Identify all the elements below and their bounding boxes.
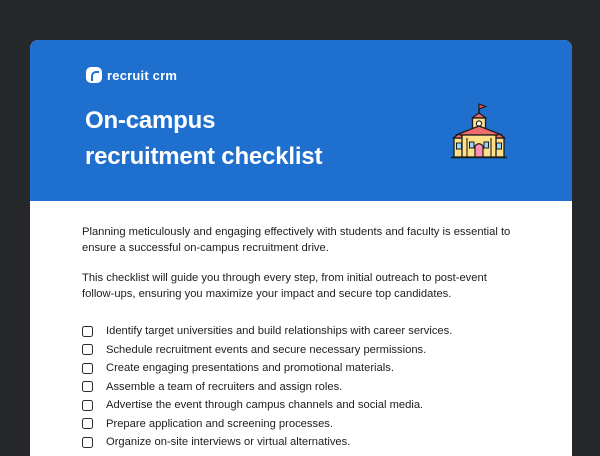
checklist-item-label: Advertise the event through campus channels and social media. xyxy=(106,399,424,412)
checklist-item-label: Schedule recruitment events and secure necessary permissions. xyxy=(106,343,427,356)
intro-text xyxy=(82,224,522,316)
intro-paragraph-1: Planning meticulously and engaging effectively with students and faculty is essential to ensure a successful on-campus recruitment drive. xyxy=(82,226,511,254)
checkbox[interactable] xyxy=(82,418,93,429)
checkbox[interactable] xyxy=(82,437,93,448)
school-building-icon xyxy=(448,102,510,164)
checklist-document xyxy=(30,40,572,456)
checklist-item xyxy=(82,378,522,397)
checklist-item xyxy=(82,433,522,452)
checklist xyxy=(82,322,522,452)
checklist-item-label: Assemble a team of recruiters and assign roles. xyxy=(106,380,343,393)
checklist-item-label: Create engaging presentations and promotional materials. xyxy=(106,362,394,375)
checklist-item-label: Prepare application and screening processes. xyxy=(106,417,333,430)
checkbox[interactable] xyxy=(82,363,93,374)
title-line-2: recruitment checklist xyxy=(85,143,323,170)
intro-paragraph-2: This checklist will guide you through every step, from initial outreach to post-event follow-ups, ensuring you maximize your impact and secure top candidates. xyxy=(82,272,487,300)
brand-name: recruit crm xyxy=(107,67,178,83)
checklist-item xyxy=(82,415,522,434)
checklist-item-label: Identify target universities and build relationships with career services. xyxy=(106,325,453,338)
brand xyxy=(86,67,177,83)
checkbox[interactable] xyxy=(82,344,93,355)
recruit-crm-logo-icon xyxy=(86,67,102,83)
title-line-1: On-campus xyxy=(85,107,216,134)
page-title xyxy=(85,103,322,175)
checklist-item-label: Organize on-site interviews or virtual alternatives. xyxy=(106,436,351,449)
hero-banner xyxy=(30,40,572,201)
checkbox[interactable] xyxy=(82,400,93,411)
checkbox[interactable] xyxy=(82,326,93,337)
checklist-item xyxy=(82,341,522,360)
checklist-item xyxy=(82,359,522,378)
checkbox[interactable] xyxy=(82,381,93,392)
checklist-item xyxy=(82,322,522,341)
checklist-item xyxy=(82,396,522,415)
